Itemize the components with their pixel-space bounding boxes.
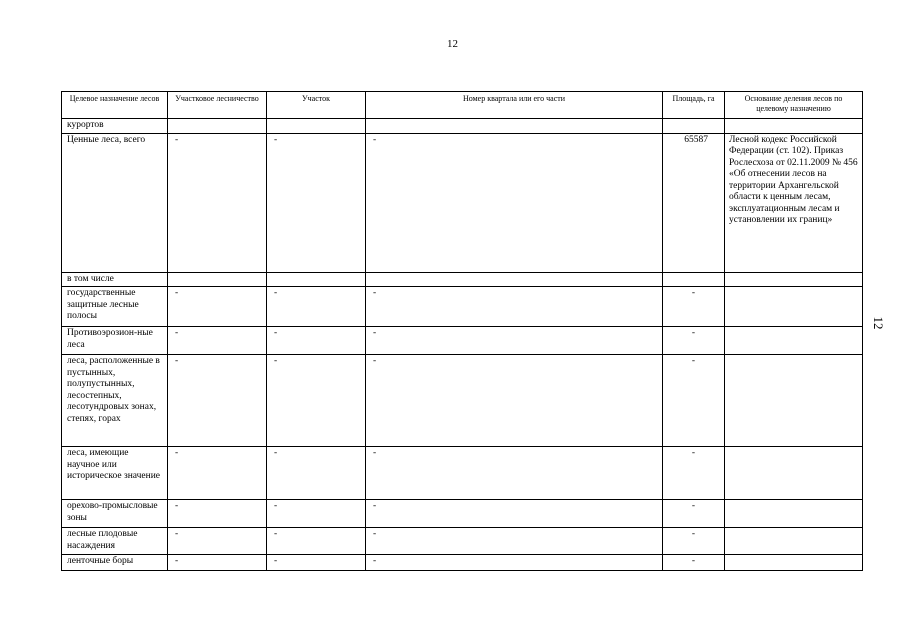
cell-forestry: - <box>168 447 267 500</box>
cell-quarter <box>366 272 663 287</box>
cell-forestry: - <box>168 287 267 327</box>
cell-quarter: - <box>366 287 663 327</box>
cell-basis <box>725 500 863 528</box>
header-quarter: Номер квартала или его части <box>366 92 663 119</box>
table-row <box>62 355 863 447</box>
cell-plot: - <box>267 447 366 500</box>
cell-area: 65587 <box>663 133 725 272</box>
table-row <box>62 272 863 287</box>
table-row <box>62 528 863 555</box>
cell-purpose: орехово-промысловые зоны <box>62 500 168 528</box>
cell-basis: Лесной кодекс Российской Федерации (ст. 102). Приказ Рослесхоза от 02.11.2009 № 456 «Об отнесении лесов на территории Архангельской области к ценным лесам, эксплуатационным лесам и установлении их границ» <box>725 133 863 272</box>
cell-purpose: Противоэрозион-ные леса <box>62 327 168 355</box>
cell-purpose: государственные защитные лесные полосы <box>62 287 168 327</box>
header-plot: Участок <box>267 92 366 119</box>
table-row <box>62 555 863 571</box>
table-row <box>62 119 863 134</box>
cell-quarter: - <box>366 327 663 355</box>
header-forestry: Участковое лесничество <box>168 92 267 119</box>
cell-plot <box>267 119 366 134</box>
cell-area: - <box>663 287 725 327</box>
cell-plot: - <box>267 528 366 555</box>
cell-plot: - <box>267 133 366 272</box>
cell-area: - <box>663 327 725 355</box>
cell-area <box>663 272 725 287</box>
cell-forestry: - <box>168 500 267 528</box>
cell-purpose: ленточные боры <box>62 555 168 571</box>
cell-quarter: - <box>366 447 663 500</box>
cell-plot: - <box>267 500 366 528</box>
cell-quarter: - <box>366 500 663 528</box>
cell-basis <box>725 327 863 355</box>
cell-quarter: - <box>366 528 663 555</box>
cell-basis <box>725 287 863 327</box>
cell-basis <box>725 272 863 287</box>
cell-forestry: - <box>168 133 267 272</box>
header-purpose: Целевое назначение лесов <box>62 92 168 119</box>
cell-forestry: - <box>168 528 267 555</box>
cell-area: - <box>663 528 725 555</box>
cell-basis <box>725 555 863 571</box>
forest-purpose-table <box>61 91 863 571</box>
cell-purpose: в том числе <box>62 272 168 287</box>
cell-purpose: Ценные леса, всего <box>62 133 168 272</box>
page-number-top: 12 <box>447 38 458 50</box>
cell-plot <box>267 272 366 287</box>
cell-basis <box>725 355 863 447</box>
table-row <box>62 447 863 500</box>
header-area: Площадь, га <box>663 92 725 119</box>
cell-basis <box>725 447 863 500</box>
cell-quarter: - <box>366 555 663 571</box>
table-row <box>62 287 863 327</box>
table-row <box>62 133 863 272</box>
page-number-side: 12 <box>871 316 886 330</box>
cell-plot: - <box>267 327 366 355</box>
table-row <box>62 500 863 528</box>
cell-area: - <box>663 500 725 528</box>
cell-plot: - <box>267 355 366 447</box>
cell-forestry: - <box>168 555 267 571</box>
cell-area: - <box>663 447 725 500</box>
cell-purpose: лесные плодовые насаждения <box>62 528 168 555</box>
cell-area: - <box>663 555 725 571</box>
cell-purpose: курортов <box>62 119 168 134</box>
cell-quarter <box>366 119 663 134</box>
cell-quarter: - <box>366 133 663 272</box>
cell-plot: - <box>267 555 366 571</box>
cell-area: - <box>663 355 725 447</box>
cell-plot: - <box>267 287 366 327</box>
cell-basis <box>725 119 863 134</box>
header-basis: Основание деления лесов по целевому назначению <box>725 92 863 119</box>
table-row <box>62 327 863 355</box>
table-header-row <box>62 92 863 119</box>
cell-forestry <box>168 272 267 287</box>
cell-basis <box>725 528 863 555</box>
cell-purpose: леса, расположенные в пустынных, полупустынных, лесостепных, лесотундровых зонах, степях, горах <box>62 355 168 447</box>
cell-forestry: - <box>168 355 267 447</box>
cell-area <box>663 119 725 134</box>
cell-quarter: - <box>366 355 663 447</box>
cell-forestry: - <box>168 327 267 355</box>
cell-forestry <box>168 119 267 134</box>
cell-purpose: леса, имеющие научное или историческое значение <box>62 447 168 500</box>
